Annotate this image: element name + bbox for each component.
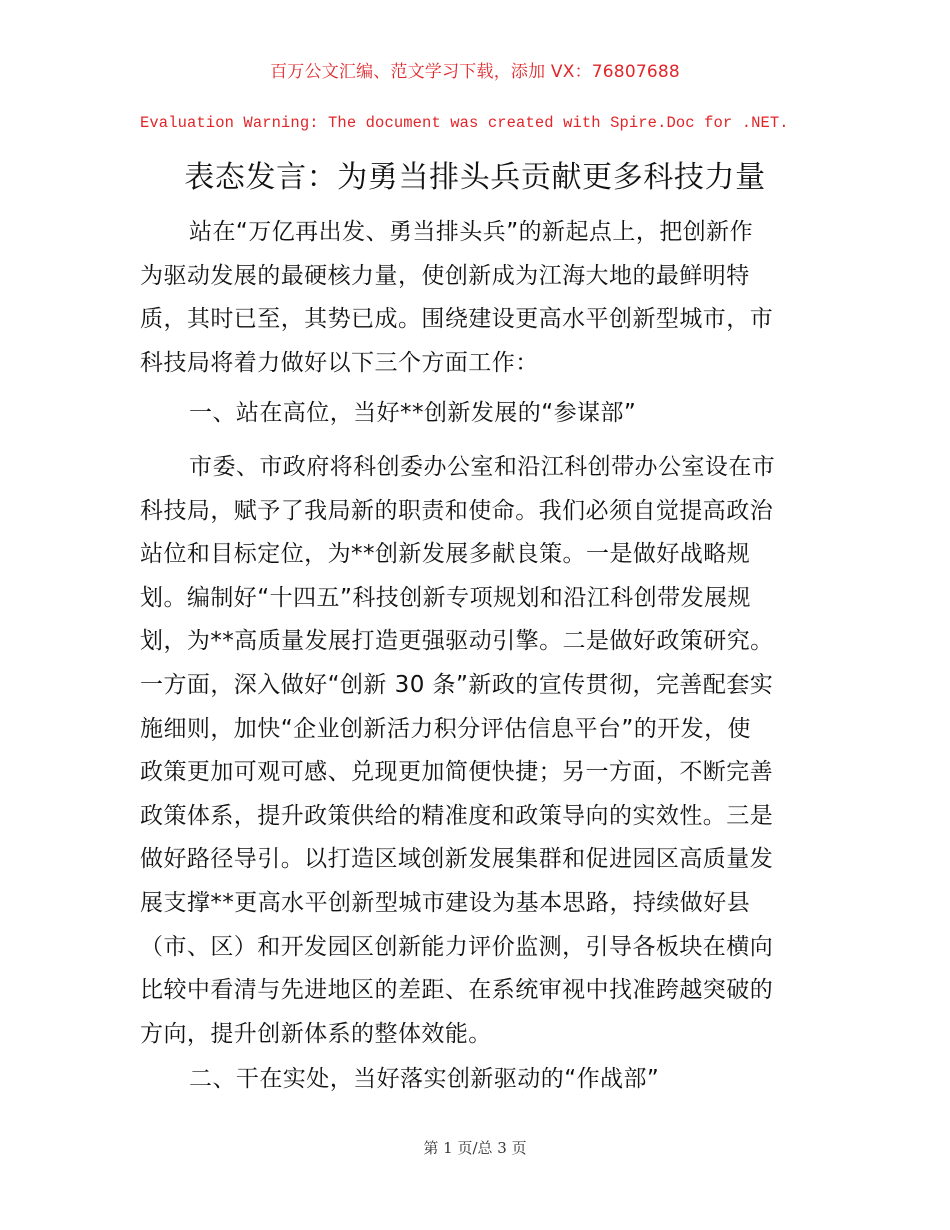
text-line: 比较中看清与先进地区的差距、在系统审视中找准跨越突破的 — [140, 977, 774, 1004]
section-heading-2 — [140, 1058, 820, 1102]
section-heading-1 — [140, 392, 820, 436]
text-line: 划，为**高质量发展打造更强驱动引擎。二是做好政策研究。 — [140, 628, 774, 655]
text-line: 政策体系，提升政策供给的精准度和政策导向的实效性。三是 — [140, 802, 774, 829]
document-title: 表态发言：为勇当排头兵贡献更多科技力量 — [184, 160, 766, 195]
heading-text: 二、干在实处，当好落实创新驱动的“作战部” — [189, 1066, 660, 1092]
text-line: （市、区）和开发园区创新能力评价监测，引导各板块在横向 — [140, 933, 774, 960]
evaluation-warning: Evaluation Warning: The document was created with Spire.Doc for .NET. — [140, 114, 789, 132]
text-line: 科技局，赋予了我局新的职责和使命。我们必须自觉提高政治 — [140, 497, 774, 524]
text-line: 展支撑**更高水平创新型城市建设为基本思路，持续做好县 — [140, 889, 751, 916]
text-line: 站位和目标定位，为**创新发展多献良策。一是做好战略规 — [140, 541, 751, 568]
text-line: 政策更加可观可感、兑现更加简便快捷；另一方面，不断完善 — [140, 759, 774, 786]
text-line: 一方面，深入做好“创新 30 条”新政的宣传贯彻，完善配套实 — [140, 671, 774, 698]
heading-text: 一、站在高位，当好**创新发展的“参谋部” — [189, 400, 637, 426]
text-line: 划。编制好“十四五”科技创新专项规划和沿江科创带发展规 — [140, 584, 751, 611]
header-ad-banner: 百万公文汇编、范文学习下载，添加 VX：76807688 — [270, 62, 680, 82]
text-line: 施细则，加快“企业创新活力积分评估信息平台”的开发，使 — [140, 715, 751, 742]
text-line: 做好路径导引。以打造区域创新发展集群和促进园区高质量发 — [140, 846, 774, 873]
paragraph-section-1 — [140, 446, 820, 1056]
text-line: 为驱动发展的最硬核力量，使创新成为江海大地的最鲜明特 — [140, 262, 750, 289]
text-line: 方向，提升创新体系的整体效能。 — [140, 1020, 492, 1047]
text-line: 市委、市政府将科创委办公室和沿江科创带办公室设在市 — [189, 454, 776, 480]
paragraph-intro — [140, 211, 820, 385]
text-line: 质，其时已至，其势已成。围绕建设更高水平创新型城市，市 — [140, 306, 774, 333]
text-line: 站在“万亿再出发、勇当排头兵”的新起点上，把创新作 — [189, 219, 754, 245]
page-number-indicator: 第 1 页/总 3 页 — [423, 1139, 527, 1157]
text-line: 科技局将着力做好以下三个方面工作： — [140, 349, 539, 376]
